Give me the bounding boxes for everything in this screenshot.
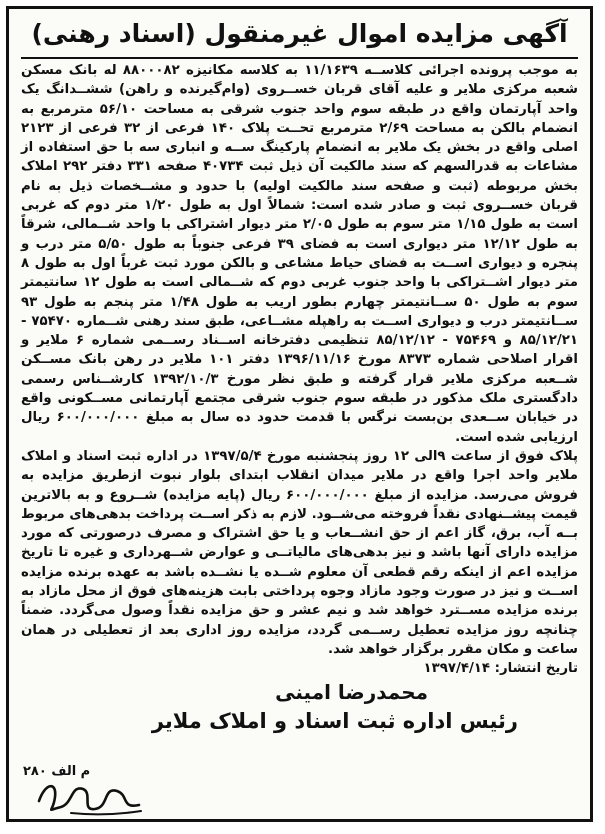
notice-code: م الف ۲۸۰: [23, 764, 91, 779]
publication-date: تاریخ انتشار: ۱۳۹۷/۴/۱۴: [423, 661, 578, 677]
notice-body: [21, 61, 578, 659]
auction-notice: [6, 6, 593, 822]
notice-paragraph-auction-terms: پلاک فوق از ساعت ۹الی ۱۲ روز پنجشنبه مورخ ۱۳۹۷/۵/۴ در اداره ثبت اسناد و املاک ملایر واحد اجرا واقع در ملایر میدان انقلاب ابتدای بلوار نبوت ازطریق مزایده به فروش می‌رسد. مزایده از مبلغ ۶۰۰/۰۰۰/۰۰۰ ریال (پایه مزایده) شــروع و به بالاترین قیمت پیشــنهادی نقداً فروخته می‌شــود. لازم به ذکر اســت پرداخت بدهی‌های مربوط بــه آب، برق، گاز اعم از حق انشــعاب و یا حق اشتراک و مصرف درصورتی که مورد مزایده دارای آنها باشد و نیز بدهی‌های مالیاتــی و عوارض شــهرداری و غیره تا تاریخ مزایده اعم از اینکه رقم قطعی آن معلوم شــده یا نشــده باشد به عهده برنده مزایده اســت و نیز در صورت وجود مازاد وجوه پرداختی بابت هزینه‌های فوق از محل مازاد به برنده مزایده مســترد خواهد شد و نیم عشر و حق مزایده نقداً وصول می‌گردد. ضمناً چنانچه روز مزایده تعطیل رســمی گردد، مزایده روز اداری بعد از تعطیلی در همان ساعت و مکان مقرر برگزار خواهد شد.: [21, 448, 578, 657]
signer-office: رئیس اداره ثبت اسناد و املاک ملایر: [151, 709, 518, 734]
signer-name: محمدرضا امینی: [275, 680, 428, 705]
handwritten-signature: [31, 771, 151, 817]
notice-title: آگهی مزایده اموال غیرمنقول (اسناد رهنی): [21, 15, 578, 59]
notice-paragraph-property: به موجب پرونده اجرائی کلاســه ۱۱/۱۶۳۹ به کلاسه مکانیزه ۸۸۰۰۰۸۲ له بانک مسکن شعبه مرکزی ملایر و علیه آقای قربان خســروی (وام‌گیرنده و راهن) ششــدانگ یک واحد آپارتمان واقع در طبقه سوم واحد جنوب شرقی به مساحت ۵۶/۱۰ مترمربع به انضمام بالکن به مساحت ۲/۶۹ مترمربع تحــت پلاک ۱۴۰ فرعی از ۳۲ فرعی از ۲۱۲۳ اصلی واقع در بخش یک ملایر به انضمام پارکینگ ســه و انباری سه با حق استفاده از مشاعات به قدرالسهم که سند مالکیت آن ذیل ثبت ۴۰۷۳۴ صفحه ۳۳۱ دفتر ۲۹۲ املاک بخش مربوطه (ثبت و صفحه سند مالکیت اولیه) با حدود و مشــخصات ذیل به نام قربان خســروی ثبت و صادر شده است: شمالاً اول به طول ۱/۲۰ متر دوم که غربی است به طول ۱/۱۵ متر سوم به طول ۲/۰۵ متر دیوار اشتراکی با واحد شــمالی، شرقاً به طول ۱۲/۱۲ متر دیواری است به فضای ۳۹ فرعی جنوباً به طول ۵/۵۰ متر درب و پنجره و دیواری اســت به فضای حیاط مشاعی و بالکن مورد ثبت غرباً اول به طول ۸ متر دیوار اشــتراکی با واحد جنوب غربی دوم که شــمالی است به طول ۱۲ سانتیمتر سوم به طول ۵۰ ســانتیمتر چهارم بطور اریب به طول ۱/۴۸ متر پنجم به طول ۹۳ ســانتیمتر درب و دیواری اســت به راهپله مشــاعی، طبق سند رهنی شــماره ۷۵۴۷۰ - ۸۵/۱۲/۲۱ و ۷۵۴۶۹ - ۸۵/۱۲/۱۲ تنظیمی دفترخانه اســناد رســمی شماره ۶ ملایر و اقرار اصلاحی شماره ۸۳۷۳ مورخ ۱۳۹۶/۱۱/۱۶ دفتر ۱۰۱ ملایر در رهن بانک مســکن شــعبه مرکزی ملایر قرار گرفته و طبق نظر مورخ ۱۳۹۲/۱۰/۳ کارشــناس رسمی دادگستری ملک مذکور در طبقه سوم جنوب شرقی مجتمع آپارتمانی مســکونی واقع در خیابان ســعدی بن‌بست نرگس با قدمت حدود ده سال به مبلغ ۶۰۰/۰۰۰/۰۰۰ ریال ارزیابی شده است.: [21, 63, 579, 445]
